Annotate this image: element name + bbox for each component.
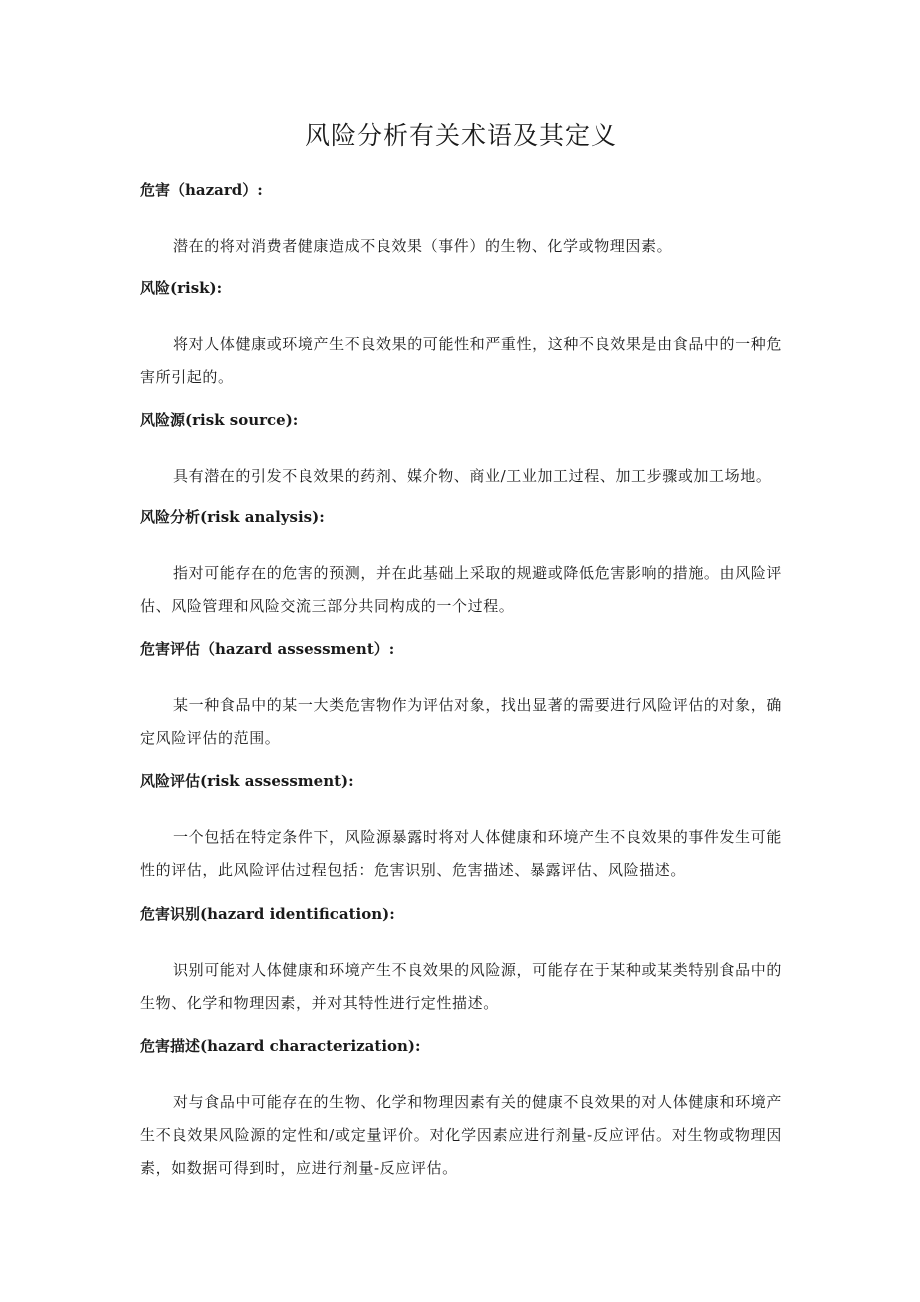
term-title: 危害识别(hazard identification): [140, 905, 395, 923]
term-title: 风险分析(risk analysis): [140, 508, 325, 526]
term-definition: 指对可能存在的危害的预测，并在此基础上采取的规避或降低危害影响的措施。由风险评估、风险管理和风险交流三部分共同构成的一个过程。 [140, 564, 782, 615]
term-title: 风险源(risk source): [140, 411, 299, 429]
term-definition: 识别可能对人体健康和环境产生不良效果的风险源，可能存在于某种或某类特别食品中的生物、化学和物理因素，并对其特性进行定性描述。 [140, 961, 782, 1012]
term-risk-assessment [140, 771, 782, 887]
term-definition: 某一种食品中的某一大类危害物作为评估对象，找出显著的需要进行风险评估的对象，确定风险评估的范围。 [140, 696, 782, 747]
term-hazard-characterization [140, 1036, 782, 1185]
term-definition: 潜在的将对消费者健康造成不良效果（事件）的生物、化学或物理因素。 [173, 237, 673, 255]
term-risk-analysis [140, 507, 782, 623]
term-title: 危害评估（hazard assessment）: [140, 640, 395, 658]
term-hazard [140, 180, 782, 263]
term-title: 危害描述(hazard characterization): [140, 1037, 421, 1055]
term-title: 危害（hazard）: [140, 181, 263, 199]
term-risk-source [140, 410, 782, 493]
term-hazard-assessment [140, 639, 782, 755]
term-definition: 具有潜在的引发不良效果的药剂、媒介物、商业/工业加工过程、加工步骤或加工场地。 [173, 467, 772, 485]
term-risk [140, 278, 782, 394]
term-definition: 对与食品中可能存在的生物、化学和物理因素有关的健康不良效果的对人体健康和环境产生不良效果风险源的定性和/或定量评价。对化学因素应进行剂量-反应评估。对生物或物理因素，如数据可得到时，应进行剂量-反应评估。 [140, 1093, 782, 1177]
term-hazard-identification [140, 904, 782, 1020]
term-definition: 将对人体健康或环境产生不良效果的可能性和严重性，这种不良效果是由食品中的一种危害所引起的。 [140, 335, 782, 386]
term-title: 风险(risk): [140, 279, 223, 297]
term-title: 风险评估(risk assessment): [140, 772, 354, 790]
term-definition: 一个包括在特定条件下，风险源暴露时将对人体健康和环境产生不良效果的事件发生可能性的评估，此风险评估过程包括：危害识别、危害描述、暴露评估、风险描述。 [140, 828, 782, 879]
document-title: 风险分析有关术语及其定义 [304, 121, 617, 150]
